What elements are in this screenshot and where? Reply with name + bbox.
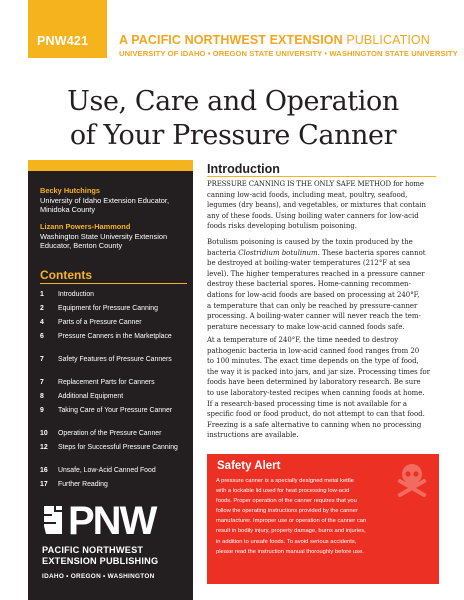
toc-label: Pressure Canners in the Marketplace — [58, 333, 172, 340]
text-line: level). The higher temperatures reached in a pressure canner — [207, 269, 425, 278]
author-1 — [40, 186, 190, 215]
toc-label: Additional Equipment — [58, 393, 124, 400]
text-line: to 100 minutes. The exact time depends on the type of food, — [207, 357, 419, 366]
text-line: foods risks developing botulism poisoning. — [207, 222, 357, 231]
universities-line: UNIVERSITY OF IDAHO • OREGON STATE UNIVERSITY • WASHINGTON STATE UNIVERSITY — [119, 49, 458, 58]
text-line: foods have been determined by laboratory research. Be sure — [207, 378, 421, 387]
text-line: follow the operating instructions provided by the canner — [216, 508, 358, 515]
text-line: result in bodily injury, property damage, burns and injuries, — [216, 528, 366, 535]
text-line: with a lockable lid used for heat processing low-acid — [216, 488, 350, 495]
toc-label: Unsafe, Low-Acid Canned Food — [58, 467, 156, 474]
toc-page: 7 — [40, 356, 44, 363]
safety-alert-heading: Safety Alert — [217, 460, 281, 472]
pnw-logo — [42, 502, 182, 538]
title-line-2: of Your Pressure Canner — [69, 120, 397, 151]
toc-label: Replacement Parts for Canners — [58, 379, 155, 386]
toc-page: 17 — [40, 481, 48, 488]
publisher-name-line-1: PACIFIC NORTHWEST — [42, 545, 144, 555]
author-affiliation: Minidoka County — [40, 205, 96, 215]
toc-label: Parts of a Pressure Canner — [58, 319, 142, 326]
text-line: a temperature that can only be reached by pressure-canner — [207, 301, 418, 310]
toc-page: 8 — [40, 393, 44, 400]
toc-page: 12 — [40, 444, 48, 451]
text-line: canning low-acid foods, including meat, poultry, seafood, — [207, 190, 408, 199]
contents-divider — [40, 283, 187, 284]
toc-label: Taking Care of Your Pressure Canner — [58, 407, 173, 414]
author-name: Lizann Powers-Hammond — [40, 222, 131, 231]
publication-code: PNW421 — [37, 34, 89, 48]
text-line: Botulism poisoning is caused by the toxin produced by the — [207, 238, 413, 246]
toc-page: 9 — [40, 407, 44, 414]
toc-label: Safety Features of Pressure Canners — [58, 356, 172, 363]
text-line: pathogenic bacteria in low-acid canned food ranges from 20 — [207, 346, 420, 355]
text-line: processing. A boiling-water canner will never reach the tem- — [207, 312, 421, 321]
author-name: Becky Hutchings — [40, 186, 100, 195]
title-line-1: Use, Care and Operation — [67, 86, 399, 117]
text-line: any of these foods. Using boiling water canners for low-acid — [207, 211, 419, 220]
sidebar-accent-bar — [28, 160, 193, 171]
author-affiliation: University of Idaho Extension Educator, — [40, 195, 169, 205]
toc-label: Further Reading — [58, 481, 108, 488]
toc-label: Operation of the Pressure Canner — [58, 430, 162, 437]
text-line: bacteria Clostridium botulinum. These bacteria spores cannot — [207, 248, 426, 257]
text-line: specific food or food product, do not attempt to can that food. — [207, 410, 425, 419]
series-title — [119, 33, 430, 47]
toc-page: 7 — [40, 379, 44, 386]
pnw-logo-text: PNW — [68, 502, 156, 538]
text-line: If a research-based processing time is not available for a — [207, 399, 408, 408]
safety-alert-box — [207, 454, 439, 584]
text-line: in addition to unsafe foods. To avoid serious accidents, — [216, 538, 357, 545]
text-line: be destroyed at boiling-water temperatures (212°F at sea — [207, 259, 411, 268]
intro-paragraph-1 — [207, 179, 439, 232]
toc-label: Equipment for Pressure Canning — [58, 305, 158, 312]
text-line: the way it is packed into jars, and jar size. Processing times for — [207, 367, 430, 376]
toc-page: 10 — [40, 430, 48, 437]
toc-page: 6 — [40, 333, 44, 340]
text-line: foods. Proper operation of the canner requires that you — [216, 498, 357, 505]
series-title-bold: A PACIFIC NORTHWEST EXTENSION — [119, 33, 343, 47]
toc-label: Introduction — [58, 291, 95, 298]
author-affiliation: Educator, Benton County — [40, 241, 123, 251]
publisher-name-line-2: EXTENSION PUBLISHING — [42, 556, 159, 566]
intro-paragraph-3 — [207, 335, 439, 441]
toc-page: 4 — [40, 319, 44, 326]
sidebar — [28, 160, 193, 600]
contents-heading: Contents — [40, 268, 92, 282]
text-line: perature necessary to make low-acid canned foods safe. — [207, 322, 405, 331]
text-line: At a temperature of 240°F, the time needed to destroy — [207, 336, 399, 344]
author-2 — [40, 222, 190, 251]
map-icon — [44, 506, 62, 534]
toc-label: Steps for Successful Pressure Canning — [58, 444, 178, 451]
text-line: please read the instruction manual thoroughly before use. — [216, 548, 364, 555]
toc-page: 16 — [40, 467, 48, 474]
publisher-states: IDAHO • OREGON • WASHINGTON — [42, 573, 155, 580]
text-line: dations for low-acid foods are based on processing at 240°F, — [207, 290, 420, 299]
text-line: A pressure canner is a specially designed metal kettle — [216, 478, 354, 484]
text-line: to use laboratory-tested recipes when canning foods at home. — [207, 388, 425, 397]
text-line: destroy these bacterial spores. Home-canning recommen- — [207, 280, 411, 289]
page-title — [28, 85, 438, 153]
series-title-light: PUBLICATION — [346, 33, 430, 47]
safety-alert-text — [216, 476, 430, 557]
toc-page: 1 — [40, 291, 44, 298]
introduction-heading: Introduction — [207, 162, 280, 176]
text-line: manufacturer. Improper use or operation of the canner can — [216, 518, 367, 525]
introduction-divider — [207, 176, 436, 177]
text-line: PRESSURE CANNING IS THE ONLY SAFE METHOD for home — [207, 180, 424, 188]
publication-code-badge — [28, 0, 107, 58]
toc-page: 2 — [40, 305, 44, 312]
text-line: Freezing is a safe alternative to canning when no processing — [207, 420, 422, 429]
text-line: legumes (dry beans), and vegetables, or mixtures that contain — [207, 201, 426, 210]
intro-paragraph-2 — [207, 237, 439, 332]
author-affiliation: Washington State University Extension — [40, 231, 168, 241]
text-line: instructions are available. — [207, 431, 299, 440]
